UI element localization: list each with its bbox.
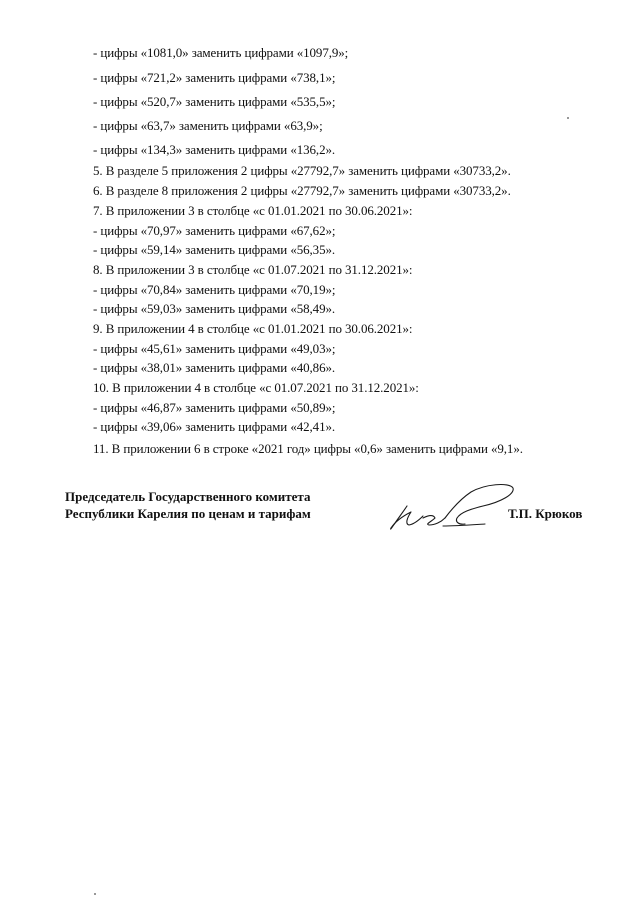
signatory-title-line2: Республики Карелия по ценам и тарифам (65, 506, 311, 521)
paragraph-line: 6. В разделе 8 приложения 2 цифры «27792,7» заменить цифрами «30733,2». (93, 183, 511, 198)
signatory-name: Т.П. Крюков (508, 506, 583, 521)
paragraph-line: - цифры «721,2» заменить цифрами «738,1»; (93, 70, 336, 85)
paragraph-line: 11. В приложении 6 в строке «2021 год» цифры «0,6» заменить цифрами «9,1». (93, 441, 523, 456)
paragraph-line: 10. В приложении 4 в столбце «с 01.07.2021 по 31.12.2021»: (93, 380, 419, 395)
paragraph-line: - цифры «70,97» заменить цифрами «67,62»; (93, 223, 336, 238)
paragraph-line: - цифры «46,87» заменить цифрами «50,89»; (93, 400, 336, 415)
paragraph-line: - цифры «1081,0» заменить цифрами «1097,9»; (93, 45, 349, 60)
scan-speck (567, 117, 569, 119)
paragraph-line: 8. В приложении 3 в столбце «с 01.07.2021 по 31.12.2021»: (93, 262, 413, 277)
paragraph-line: - цифры «45,61» заменить цифрами «49,03»; (93, 341, 336, 356)
paragraph-line: - цифры «59,14» заменить цифрами «56,35». (93, 242, 336, 257)
paragraph-line: 7. В приложении 3 в столбце «с 01.01.2021 по 30.06.2021»: (93, 203, 413, 218)
scan-speck (94, 893, 96, 895)
paragraph-line: - цифры «59,03» заменить цифрами «58,49». (93, 301, 336, 316)
signatory-title (65, 488, 311, 522)
paragraph-line: - цифры «70,84» заменить цифрами «70,19»; (93, 282, 336, 297)
paragraph-line: - цифры «39,06» заменить цифрами «42,41». (93, 419, 336, 434)
paragraph-line: 9. В приложении 4 в столбце «с 01.01.2021 по 30.06.2021»: (93, 321, 413, 336)
paragraph-line: - цифры «520,7» заменить цифрами «535,5»; (93, 94, 336, 109)
signatory-title-line1: Председатель Государственного комитета (65, 489, 311, 504)
paragraph-line: 5. В разделе 5 приложения 2 цифры «27792,7» заменить цифрами «30733,2». (93, 163, 511, 178)
paragraph-line: - цифры «38,01» заменить цифрами «40,86». (93, 360, 336, 375)
paragraph-line: - цифры «63,7» заменить цифрами «63,9»; (93, 118, 323, 133)
handwritten-signature (385, 478, 525, 538)
paragraph-line: - цифры «134,3» заменить цифрами «136,2». (93, 142, 336, 157)
